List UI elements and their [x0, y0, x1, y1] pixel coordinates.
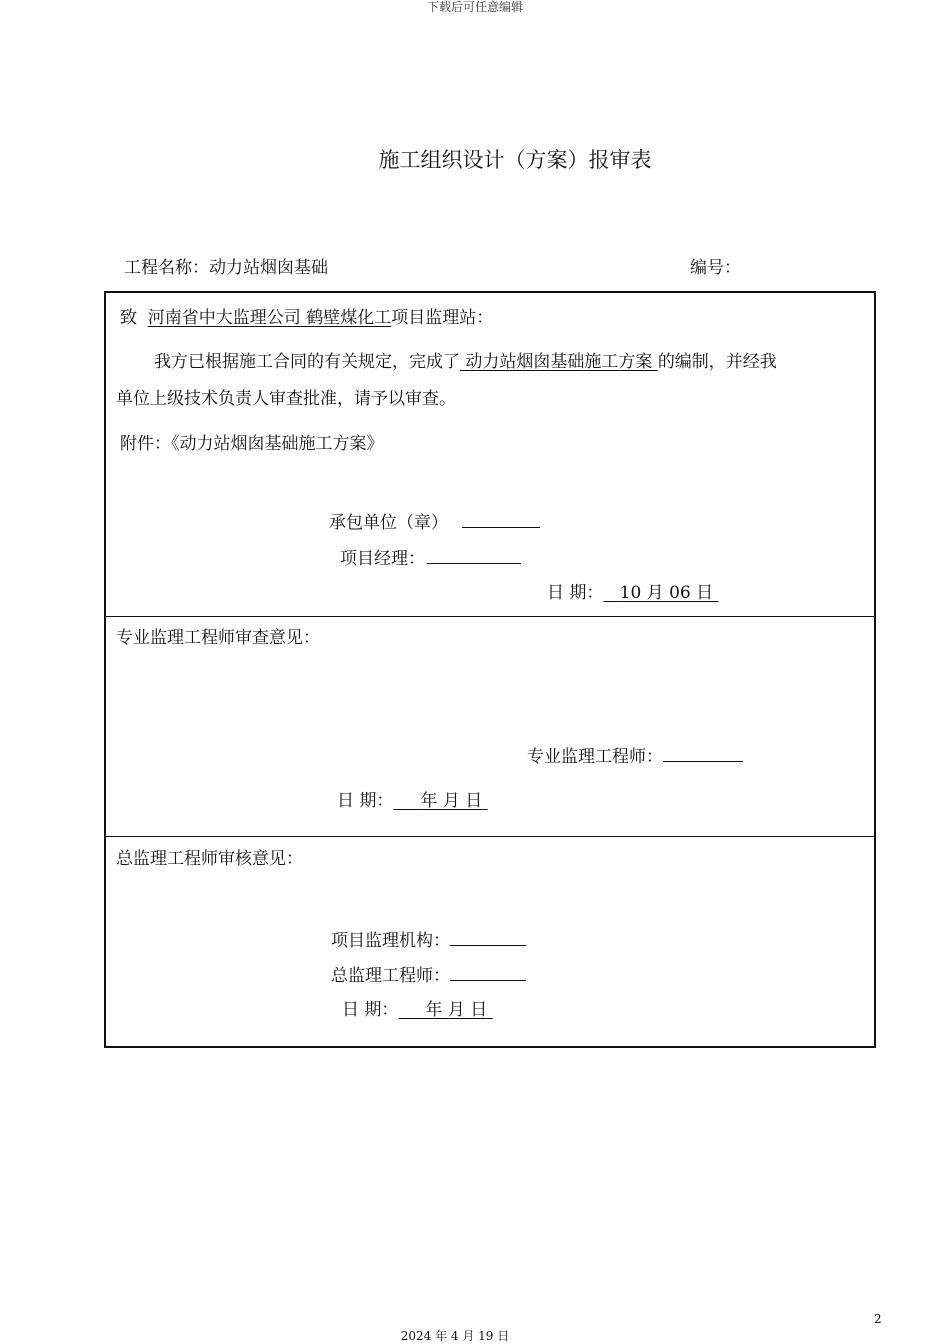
org-label: 项目监理机构： — [331, 931, 450, 951]
submission-section — [106, 293, 874, 617]
number-label: 编号： — [690, 258, 741, 278]
body-line-2: 单位上级技术负责人审查批准，请予以审查。 — [116, 389, 456, 409]
engineer-label: 专业监理工程师： — [527, 747, 663, 767]
supervision-org-line — [331, 929, 526, 952]
project-name-row — [124, 253, 328, 278]
chief-blank — [450, 964, 526, 981]
form-title: 施工组织设计（方案）报审表 — [378, 148, 652, 172]
pm-blank — [427, 547, 521, 564]
date-label: 日 期： — [337, 791, 394, 811]
contractor-label: 承包单位（章） — [329, 513, 448, 533]
body-line-1: 我方已根据施工合同的有关规定，完成了 动力站烟囱基础施工方案 的编制，并经我 — [154, 352, 777, 372]
header-note: 下载后可任意编辑 — [426, 0, 523, 14]
engineer-signature-line — [527, 745, 743, 768]
contractor-blank — [462, 511, 540, 528]
submission-date-line — [547, 582, 719, 604]
chief-review-heading: 总监理工程师审核意见： — [116, 849, 303, 869]
chief-date-line — [342, 999, 493, 1021]
project-label: 工程名称： — [124, 258, 209, 278]
org-blank — [450, 929, 526, 946]
recipient-name: 河南省中大监理公司 鹤壁煤化工 — [147, 308, 392, 328]
engineer-review-heading: 专业监理工程师审查意见： — [116, 628, 320, 648]
pm-label: 项目经理： — [340, 549, 425, 569]
page-number: 2 — [874, 1312, 882, 1326]
date-label: 日 期： — [547, 583, 604, 603]
chief-review-section — [106, 838, 874, 1046]
footer-date: 2024 年 4 月 19 日 — [400, 1329, 510, 1343]
recipient-line — [120, 307, 493, 329]
attachment: 附件：《动力站烟囱基础施工方案》 — [120, 434, 384, 454]
submission-date: 10 月 06 日 — [619, 583, 714, 603]
chief-label: 总监理工程师： — [331, 966, 450, 986]
approval-form — [104, 291, 876, 1048]
contractor-line — [329, 511, 540, 534]
to-prefix: 致 — [120, 308, 137, 328]
engineer-date: 年 月 日 — [420, 791, 483, 811]
engineer-date-line — [337, 790, 488, 812]
project-manager-line — [340, 547, 521, 570]
project-name: 动力站烟囱基础 — [209, 258, 328, 278]
chief-engineer-line — [331, 964, 526, 987]
to-suffix: 项目监理站： — [391, 308, 494, 328]
engineer-review-section — [106, 617, 874, 837]
date-label: 日 期： — [342, 1000, 399, 1020]
plan-name: 动力站烟囱基础施工方案 — [465, 352, 653, 372]
engineer-blank — [663, 745, 743, 762]
chief-date: 年 月 日 — [425, 1000, 488, 1020]
